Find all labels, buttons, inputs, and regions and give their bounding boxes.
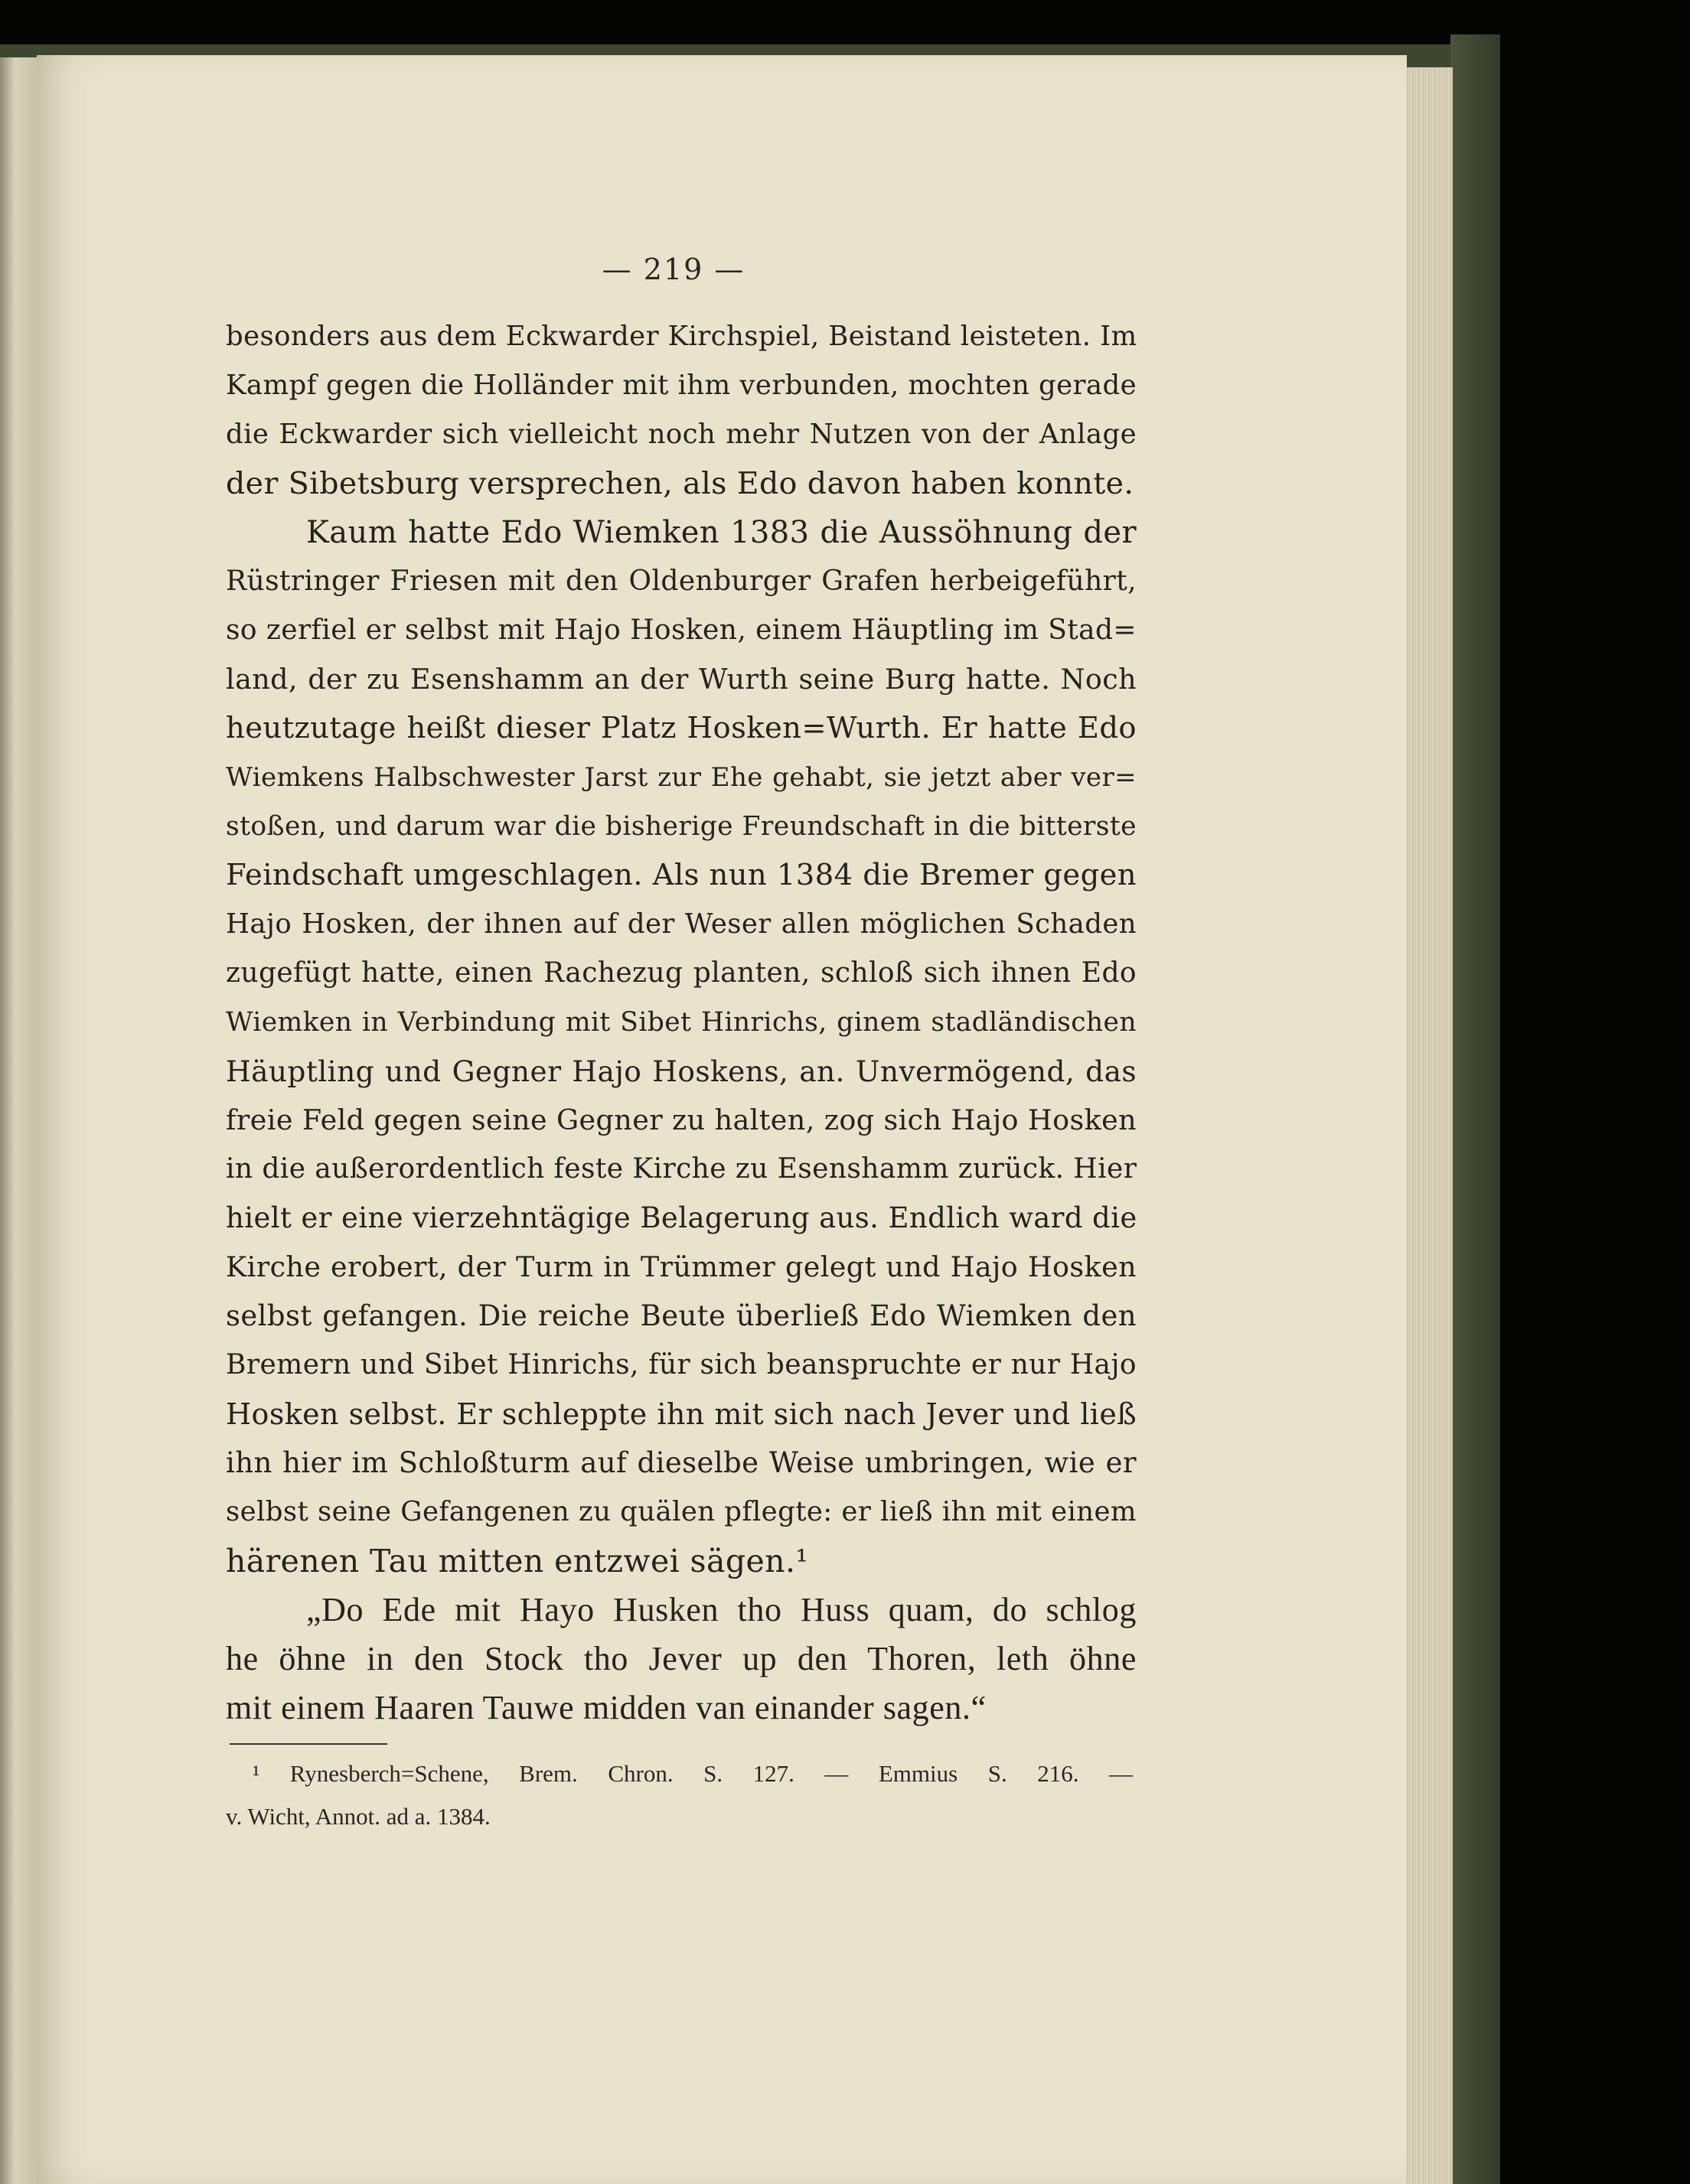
text-line: der Sibetsburg versprechen, als Edo davon haben konnte.	[226, 466, 1134, 501]
text-line: Bremern und Sibet Hinrichs, für sich beanspruchte er nur Hajo	[226, 1349, 1137, 1380]
text-line: besonders aus dem Eckwarder Kirchspiel, Beistand leisteten. Im	[226, 321, 1137, 352]
text-line: in die außerordentlich feste Kirche zu Esenshamm zurück. Hier	[226, 1153, 1137, 1185]
text-line: ihn hier im Schloßturm auf dieselbe Weise umbringen, wie er	[226, 1446, 1137, 1479]
book-cover-edge	[1450, 34, 1500, 2184]
footnote-line: ¹ Rynesberch=Schene, Brem. Chron. S. 127. — Emmius S. 216. —	[253, 1760, 1133, 1787]
text-line: die Eckwarder sich vielleicht noch mehr Nutzen von der Anlage	[226, 419, 1137, 450]
text-line: Kirche erobert, der Turm in Trümmer gelegt und Hajo Hosken	[226, 1250, 1137, 1283]
text-line: Rüstringer Friesen mit den Oldenburger Grafen herbeigeführt,	[226, 566, 1137, 597]
facing-page-edge	[0, 57, 37, 2184]
body-text	[226, 312, 1137, 1733]
text-line: Häuptling und Gegner Hajo Hoskens, an. Unvermögend, das	[226, 1055, 1137, 1088]
text-line: land, der zu Esenshamm an der Wurth seine Burg hatte. Noch	[226, 663, 1137, 696]
text-line: hielt er eine vierzehntägige Belagerung aus. Endlich ward die	[226, 1201, 1137, 1234]
text-line: Kaum hatte Edo Wiemken 1383 die Aussöhnung der	[306, 515, 1137, 550]
text-line: zugefügt hatte, einen Rachezug planten, schloß sich ihnen Edo	[226, 957, 1137, 989]
text-line: heutzutage heißt dieser Platz Hosken=Wurth. Er hatte Edo	[226, 711, 1137, 745]
text-line: Hajo Hosken, der ihnen auf der Weser allen möglichen Schaden	[226, 908, 1137, 940]
text-line: Feindschaft umgeschlagen. Als nun 1384 die Bremer gegen	[226, 858, 1137, 892]
page-number: — 219 —	[602, 253, 745, 286]
footnotes	[226, 1752, 1133, 1838]
text-line: Wiemken in Verbindung mit Sibet Hinrichs, ginem stadländischen	[226, 1007, 1137, 1038]
text-line: selbst gefangen. Die reiche Beute überließ Edo Wiemken den	[226, 1299, 1137, 1332]
text-line: härenen Tau mitten entzwei sägen.¹	[226, 1543, 809, 1579]
quote-line: „Do Ede mit Hayo Husken tho Huss quam, do schlog	[306, 1591, 1137, 1628]
footnote-rule	[230, 1743, 387, 1745]
text-line: freie Feld gegen seine Gegner zu halten, zog sich Hajo Hosken	[226, 1103, 1137, 1136]
text-line: so zerfiel er selbst mit Hajo Hosken, einem Häuptling im Stad=	[226, 614, 1137, 646]
text-line: stoßen, und darum war die bisherige Freundschaft in die bitterste	[226, 811, 1137, 842]
footnote-line: v. Wicht, Annot. ad a. 1384.	[226, 1803, 491, 1830]
text-line: selbst seine Gefangenen zu quälen pflegte: er ließ ihn mit einem	[226, 1496, 1137, 1527]
text-line: Hosken selbst. Er schleppte ihn mit sich nach Jever und ließ	[226, 1397, 1137, 1431]
quote-line: he öhne in den Stock tho Jever up den Thoren, leth öhne	[226, 1640, 1137, 1677]
quote-line: mit einem Haaren Tauwe midden van einander sagen.“	[226, 1689, 987, 1726]
text-line: Wiemkens Halbschwester Jarst zur Ehe gehabt, sie jetzt aber ver=	[226, 762, 1137, 793]
text-line: Kampf gegen die Holländer mit ihm verbunden, mochten gerade	[226, 370, 1137, 401]
